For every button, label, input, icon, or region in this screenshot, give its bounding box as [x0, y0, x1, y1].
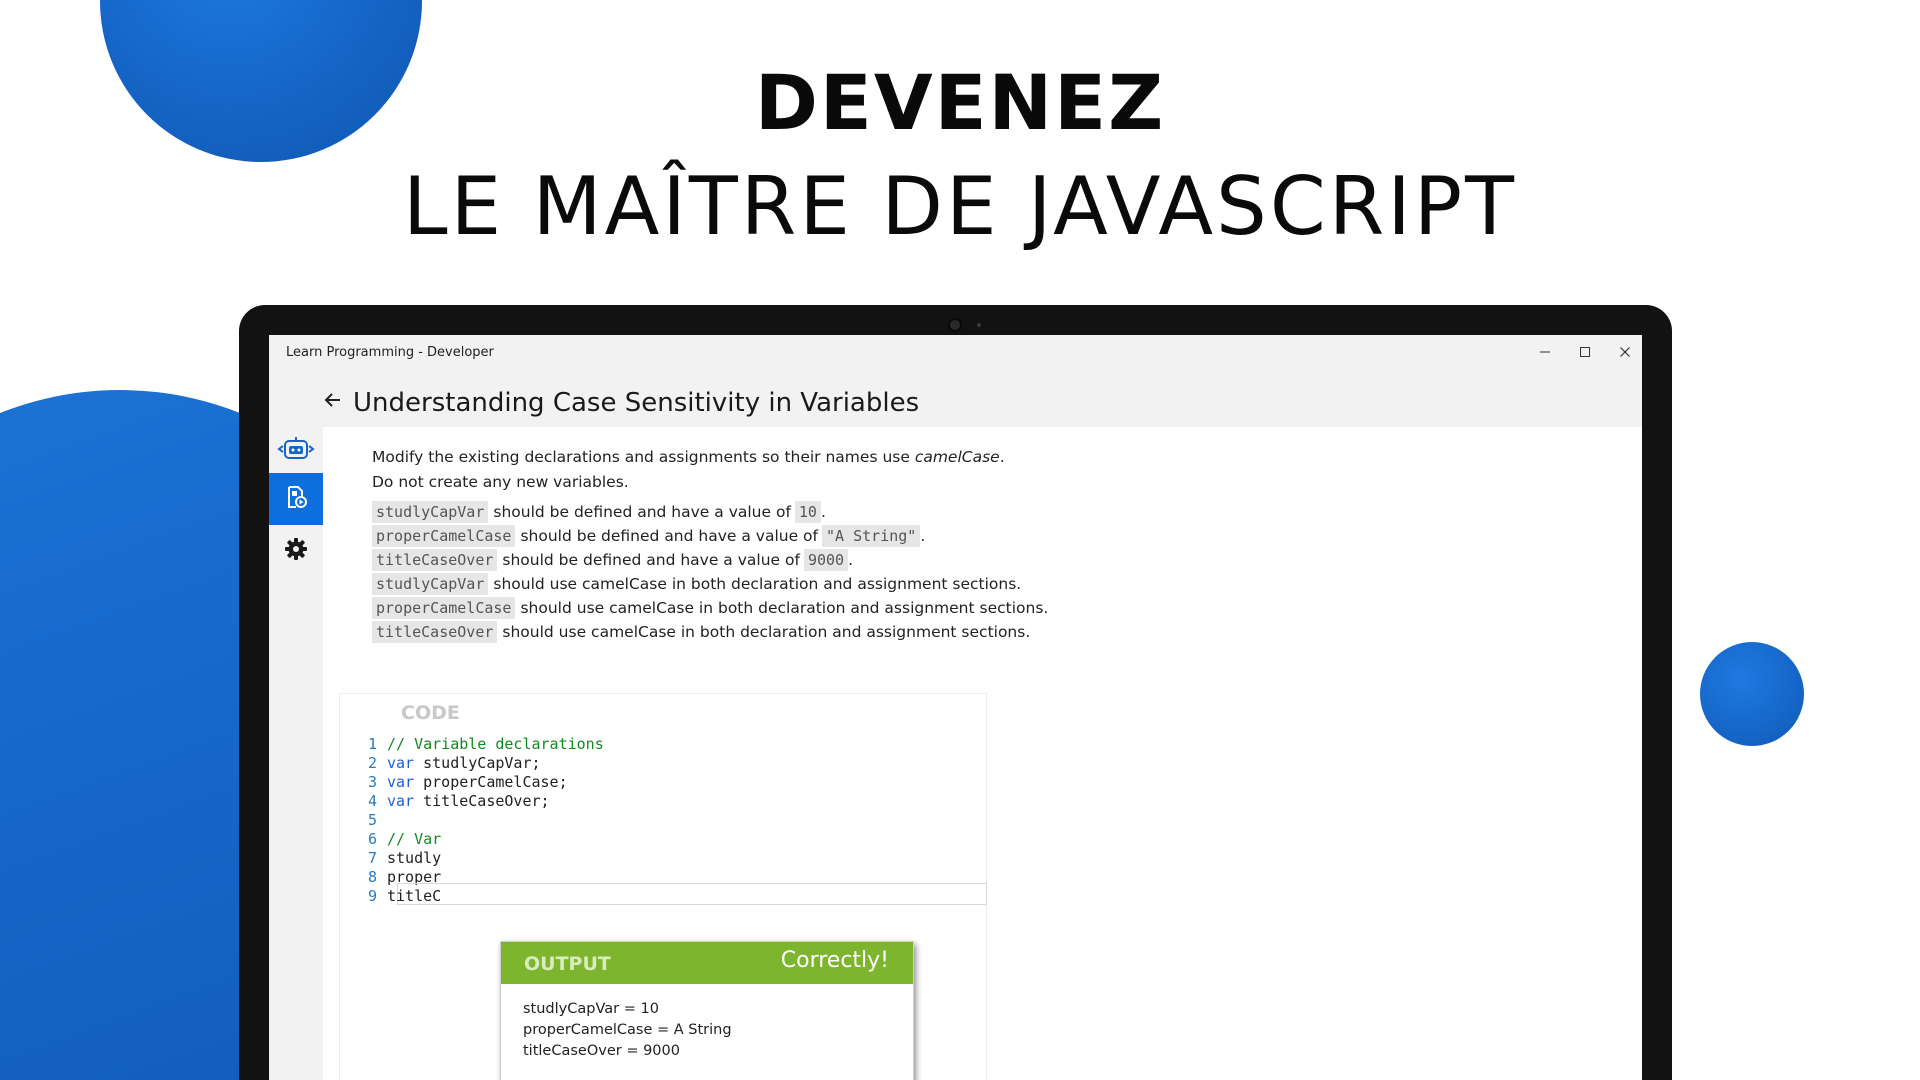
code-keyword: var	[387, 753, 415, 772]
requirement-text: should be defined and have a value of	[520, 527, 818, 545]
requirement-item	[372, 595, 1048, 621]
requirement-text: should use camelCase in both declaration and assignment sections.	[493, 575, 1022, 593]
requirement-item	[372, 619, 1030, 645]
output-status: Correctly!	[780, 948, 889, 973]
page-header	[323, 385, 919, 421]
requirement-text: should use camelCase in both declaration and assignment sections.	[520, 599, 1049, 617]
code-comment: // Variable declarations	[387, 734, 604, 753]
code-keyword: var	[387, 791, 415, 810]
close-button[interactable]	[1605, 339, 1642, 367]
variable-chip: titleCaseOver	[372, 621, 497, 643]
close-icon	[1619, 345, 1631, 361]
line-number: 6	[367, 829, 377, 848]
line-number: 7	[367, 848, 377, 867]
requirement-item	[372, 547, 853, 573]
line-number: 9	[367, 886, 377, 905]
code-line[interactable]	[340, 884, 441, 907]
requirement-text: should be defined and have a value of	[493, 503, 791, 521]
requirement-item	[372, 571, 1021, 597]
variable-chip: properCamelCase	[372, 597, 515, 619]
instruction-emphasis: camelCase	[914, 448, 1000, 466]
variable-chip: properCamelCase	[372, 525, 515, 547]
instruction-punctuation: .	[999, 448, 1005, 466]
nav-item-assistant[interactable]	[269, 425, 323, 477]
output-header	[501, 942, 913, 984]
minimize-icon	[1539, 345, 1551, 361]
requirement-text: should use camelCase in both declaration and assignment sections.	[502, 623, 1031, 641]
lesson-icon	[284, 485, 308, 514]
back-arrow-icon[interactable]	[323, 390, 343, 416]
line-number: 8	[367, 867, 377, 886]
app-window	[269, 335, 1642, 1080]
robot-icon	[276, 436, 316, 467]
code-comment: // Var	[387, 829, 442, 848]
headline-line-1: DEVENEZ	[754, 58, 1166, 147]
title-bar	[269, 335, 1642, 371]
variable-chip: studlyCapVar	[372, 573, 488, 595]
headline-line-2: LE MAÎTRE DE JAVASCRIPT	[403, 160, 1517, 253]
code-label: CODE	[401, 702, 460, 724]
output-line: studlyCapVar = 10	[523, 1001, 659, 1017]
requirement-text: should be defined and have a value of	[502, 551, 800, 569]
nav-item-settings[interactable]	[269, 525, 323, 577]
variable-chip: studlyCapVar	[372, 501, 488, 523]
webcam-led	[977, 323, 981, 327]
code-keyword: var	[387, 772, 415, 791]
line-number: 5	[367, 810, 377, 829]
output-panel	[500, 941, 914, 1080]
line-number: 1	[367, 734, 377, 753]
line-number: 2	[367, 753, 377, 772]
current-line-highlight	[397, 883, 987, 905]
code-text: studlyCapVar;	[414, 753, 541, 772]
output-label: OUTPUT	[524, 953, 611, 975]
output-line: titleCaseOver = 9000	[523, 1043, 680, 1059]
lesson-content	[323, 427, 1642, 1080]
line-number: 4	[367, 791, 377, 810]
window-title: Learn Programming - Developer	[286, 345, 494, 360]
side-nav	[269, 427, 323, 1080]
instructions	[372, 445, 1005, 495]
webcam	[948, 318, 962, 332]
requirement-end: .	[848, 551, 853, 569]
instruction-line-2: Do not create any new variables.	[372, 473, 629, 491]
decorative-circle-small	[1700, 642, 1804, 746]
instruction-text: Modify the existing declarations and assignments so their names use	[372, 448, 915, 466]
maximize-button[interactable]	[1565, 339, 1605, 367]
requirement-end: .	[920, 527, 926, 545]
output-line: properCamelCase = A String	[523, 1022, 732, 1038]
code-text: titleC	[387, 886, 442, 905]
requirement-item	[372, 499, 826, 525]
requirement-item	[372, 523, 925, 549]
page-title: Understanding Case Sensitivity in Variables	[353, 388, 920, 418]
code-text: properCamelCase;	[414, 772, 568, 791]
value-chip: "A String"	[822, 525, 920, 547]
value-chip: 10	[795, 501, 821, 523]
instruction-line-1	[372, 445, 1005, 470]
minimize-button[interactable]	[1525, 339, 1565, 367]
code-text: titleCaseOver;	[414, 791, 550, 810]
requirement-end: .	[820, 503, 826, 521]
line-number: 3	[367, 772, 377, 791]
code-text: studly	[387, 848, 442, 867]
code-text: proper	[387, 867, 442, 886]
maximize-icon	[1579, 345, 1591, 361]
variable-chip: titleCaseOver	[372, 549, 497, 571]
laptop-frame	[239, 305, 1672, 1080]
gear-icon	[284, 537, 308, 566]
nav-item-lesson[interactable]	[269, 473, 323, 525]
value-chip: 9000	[804, 549, 848, 571]
